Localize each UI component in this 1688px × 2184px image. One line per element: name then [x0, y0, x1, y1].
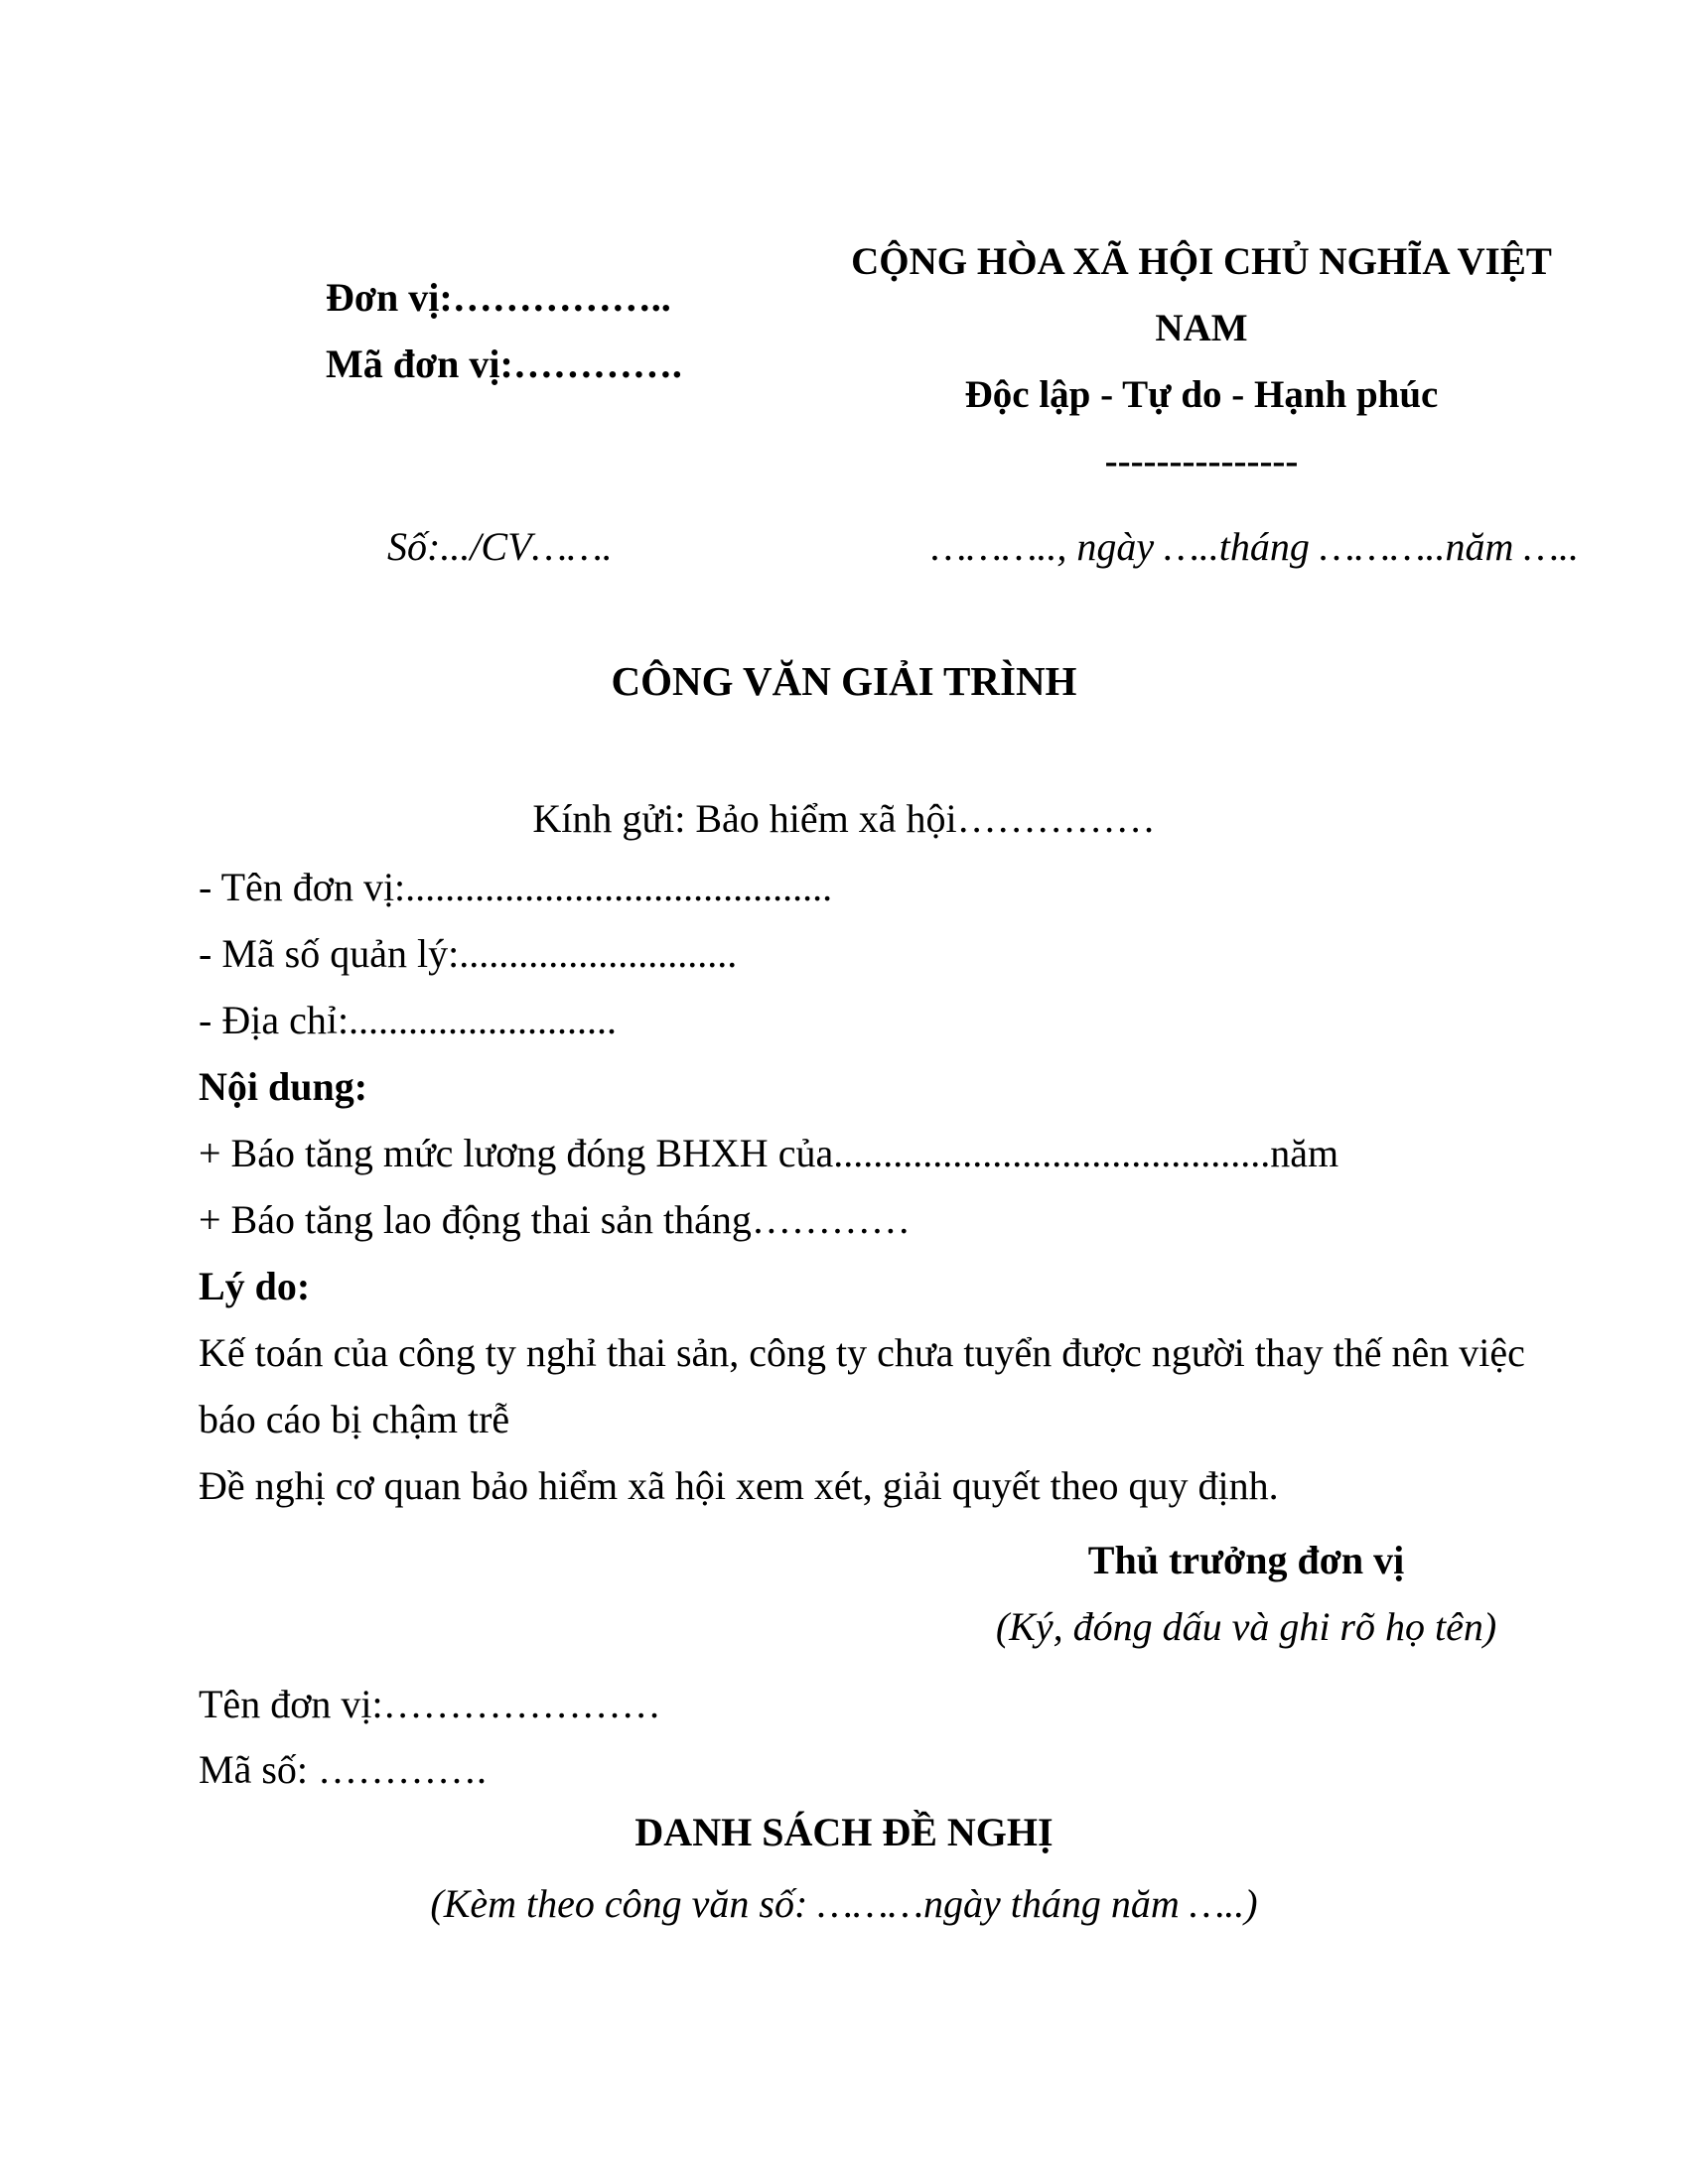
body-heading-reason: Lý do: — [199, 1264, 311, 1308]
footer-unit-block — [199, 1672, 661, 1803]
national-name-line1: CỘNG HÒA XÃ HỘI CHỦ NGHĨA VIỆT — [851, 240, 1552, 283]
list-title: DANH SÁCH ĐỀ NGHỊ — [634, 1810, 1054, 1854]
footer-unit-name-field: Tên đơn vị:………………… — [199, 1682, 661, 1726]
body-line-maternity-increase: + Báo tăng lao động thai sản tháng………… — [199, 1197, 911, 1242]
body-line-mgmt-code: - Mã số quản lý:............................ — [199, 931, 738, 976]
header-separator: --------------- — [1104, 440, 1299, 482]
date-place-field: ……….., ngày …..tháng ………..năm ….. — [930, 524, 1579, 569]
salutation-line: Kính gửi: Bảo hiểm xã hội…………… — [532, 796, 1156, 841]
unit-header-block — [326, 264, 682, 397]
body-reason-line2: báo cáo bị chậm trễ — [199, 1397, 510, 1441]
signature-note: (Ký, đóng dấu và ghi rõ họ tên) — [995, 1604, 1497, 1649]
national-motto: Độc lập - Tự do - Hạnh phúc — [964, 373, 1439, 416]
body-line-unit-name: - Tên đơn vị:........................................... — [199, 865, 833, 909]
body-line-salary-increase: + Báo tăng mức lương đóng BHXH của............................................năm — [199, 1131, 1339, 1175]
body-heading-content: Nội dung: — [199, 1064, 368, 1109]
signature-title: Thủ trưởng đơn vị — [1087, 1538, 1405, 1582]
body-block — [199, 854, 1609, 1519]
body-reason-line1: Kế toán của công ty nghỉ thai sản, công ty chưa tuyển được người thay thế nên việc — [199, 1330, 1525, 1375]
unit-name-field: Đơn vị:…………….. — [326, 275, 671, 320]
signature-block — [943, 1527, 1549, 1660]
doc-number-field: Số:.../CV……. — [387, 524, 613, 569]
footer-unit-code-field: Mã số: …………. — [199, 1747, 487, 1792]
national-header-block — [824, 228, 1579, 494]
national-name-line2: NAM — [1155, 307, 1248, 349]
page-title: CÔNG VĂN GIẢI TRÌNH — [611, 658, 1077, 704]
body-request-line: Đề nghị cơ quan bảo hiểm xã hội xem xét, giải quyết theo quy định. — [199, 1463, 1279, 1508]
unit-code-field: Mã đơn vị:…………. — [326, 341, 682, 386]
list-subtitle: (Kèm theo công văn số: ………ngày tháng năm …..) — [430, 1881, 1258, 1926]
body-line-address: - Địa chỉ:........................... — [199, 998, 618, 1042]
